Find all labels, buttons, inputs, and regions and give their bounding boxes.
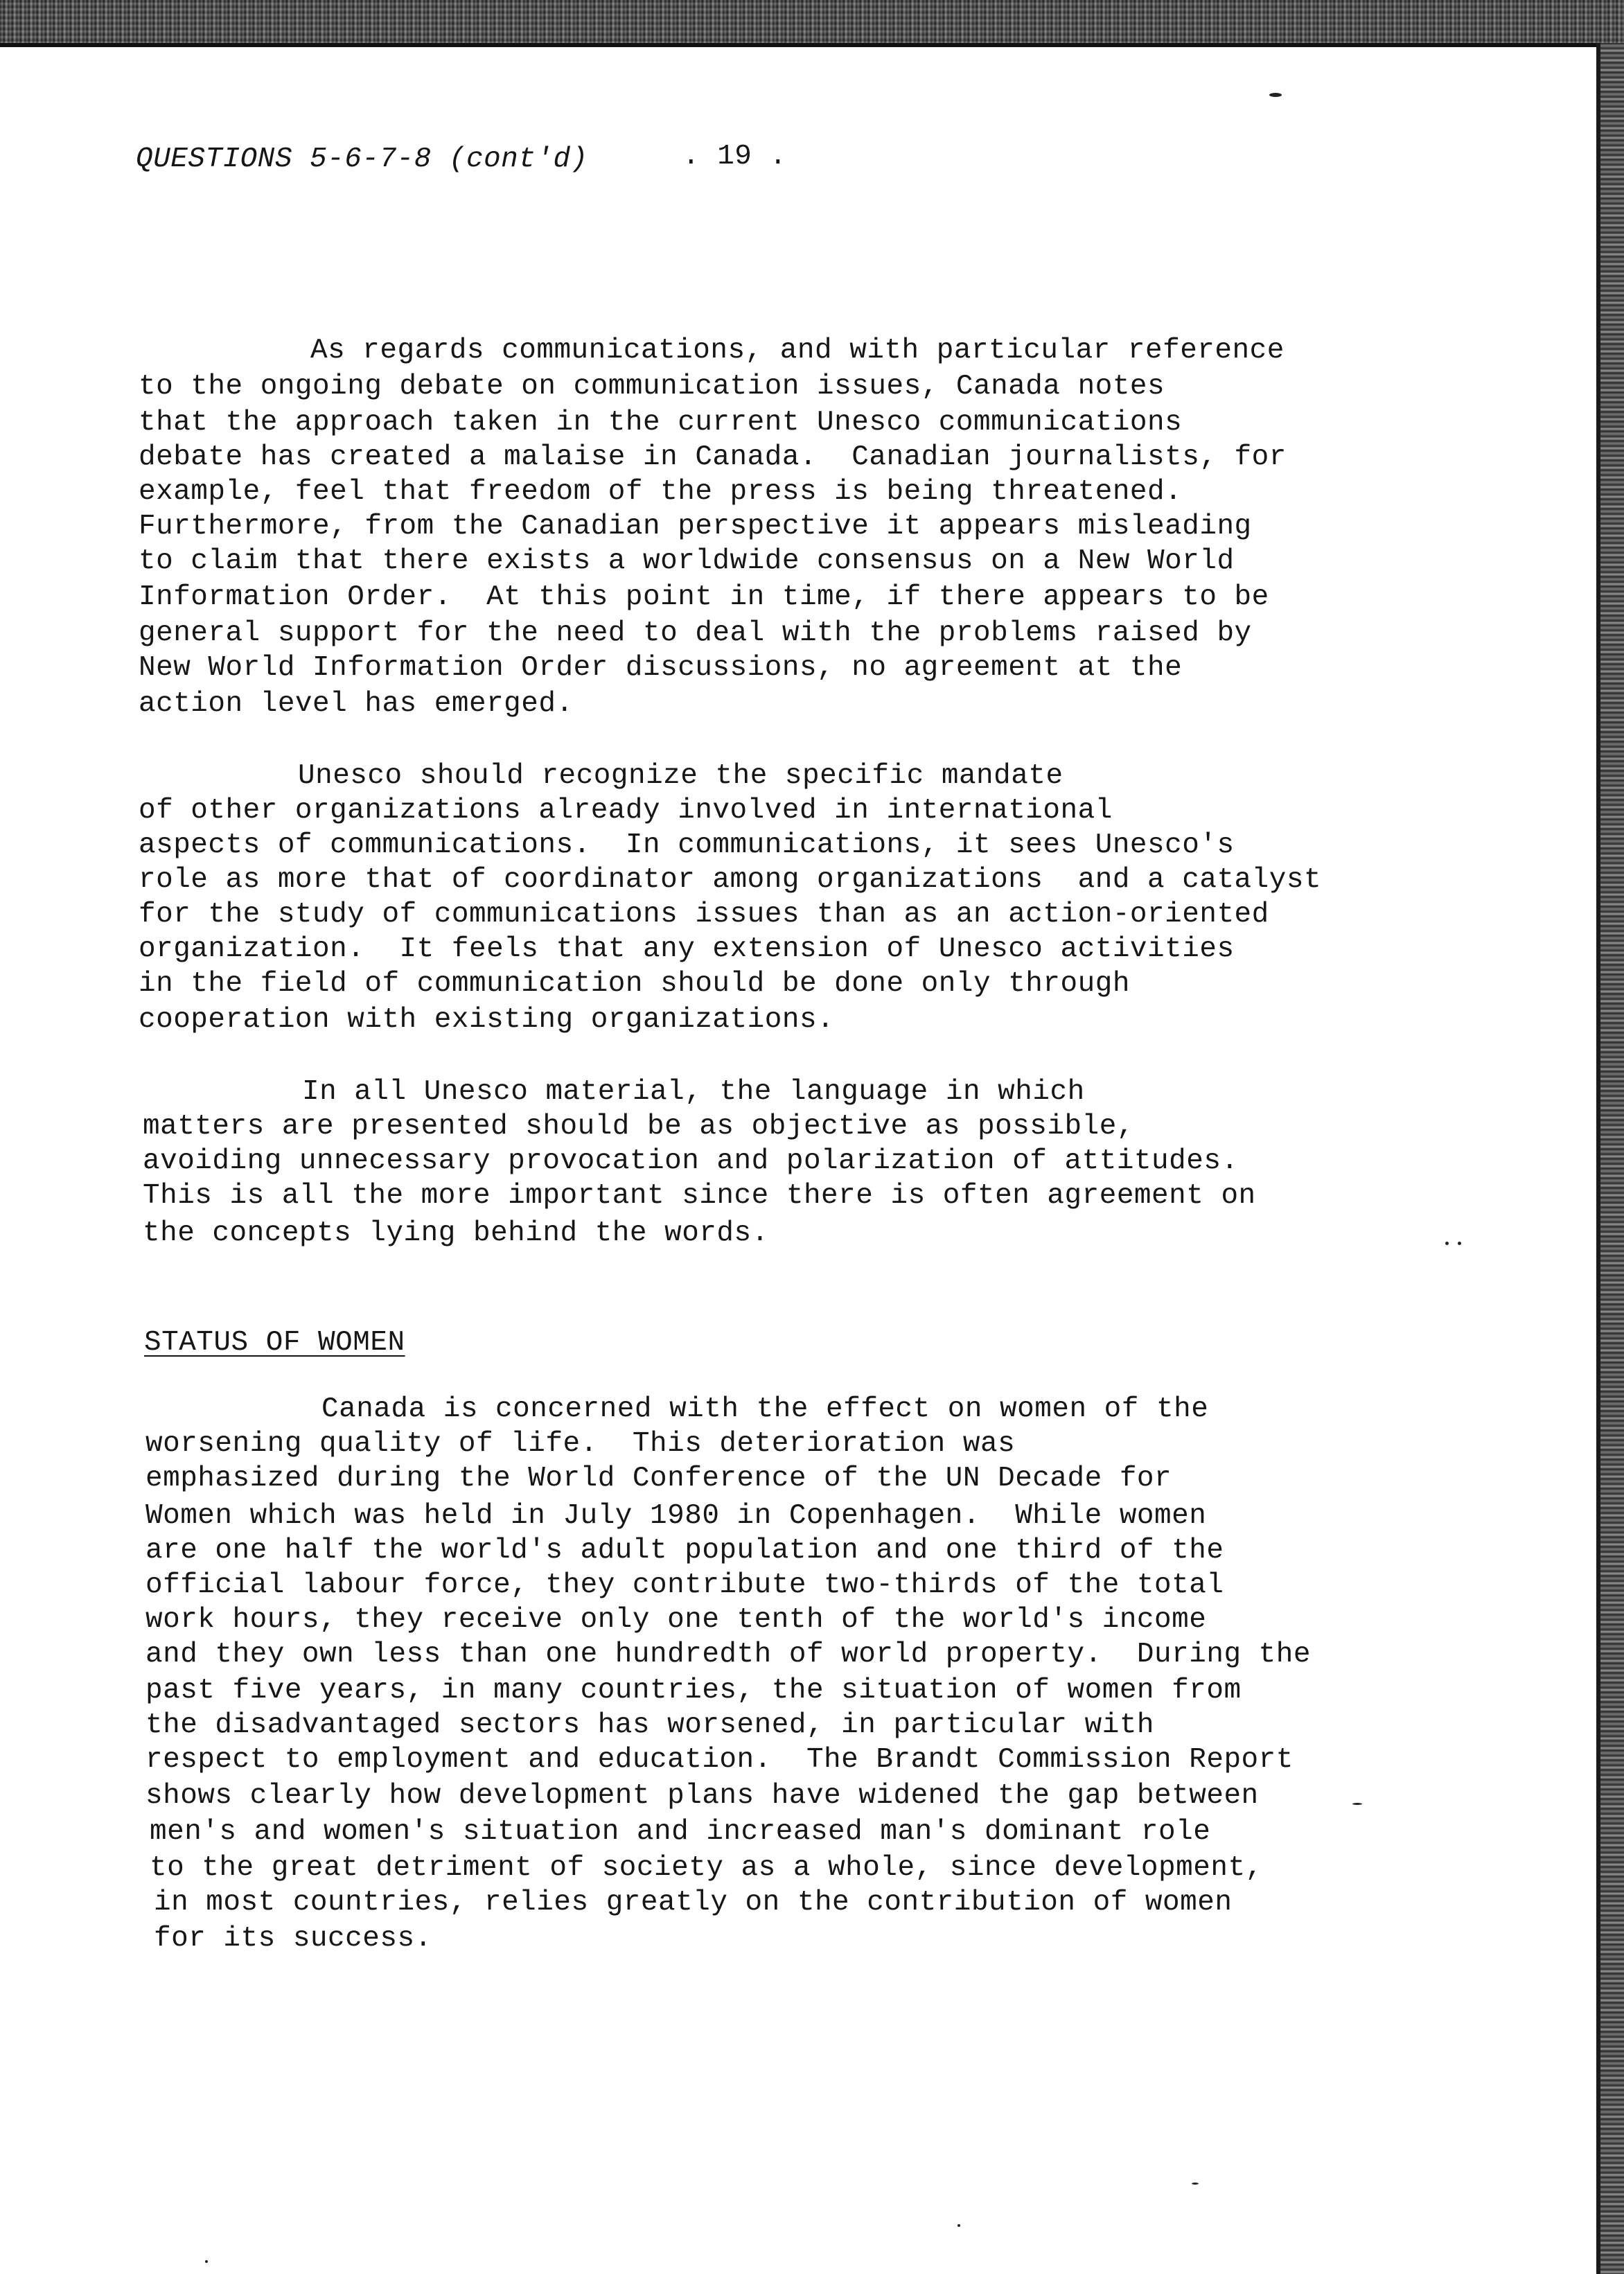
scan-speck — [957, 2224, 960, 2227]
paragraph-line: As regards communications, and with particular reference — [310, 335, 1285, 367]
paragraph-line: official labour force, they contribute two-thirds of the total — [145, 1569, 1224, 1601]
scanner-right-border — [1600, 43, 1624, 2274]
page-number: . 19 . — [682, 141, 787, 173]
paragraph-line: cooperation with existing organizations. — [139, 1004, 835, 1036]
paragraph-line: men's and women's situation and increased man's dominant role — [150, 1816, 1211, 1848]
paragraph-line: of other organizations already involved in international — [139, 795, 1113, 827]
paragraph-line: in the field of communication should be done only through — [139, 968, 1130, 1000]
paragraph-line: In all Unesco material, the language in which — [302, 1076, 1085, 1108]
paragraph-line: example, feel that freedom of the press is being threatened. — [139, 476, 1183, 508]
scanner-top-border — [0, 0, 1624, 43]
paragraph-line: the concepts lying behind the words. — [143, 1217, 769, 1249]
paragraph-line: for its success. — [154, 1923, 432, 1955]
paragraph-line: Canada is concerned with the effect on women of the — [321, 1393, 1209, 1425]
paragraph-line: general support for the need to deal with the problems raised by — [139, 617, 1252, 649]
paragraph-line: and they own less than one hundredth of world property. During the — [145, 1639, 1311, 1671]
paragraph-line: emphasized during the World Conference of the UN Decade for — [145, 1463, 1172, 1495]
paragraph-line: worsening quality of life. This deterioration was — [145, 1428, 1016, 1460]
paragraph-line: shows clearly how development plans have widened the gap between — [145, 1780, 1259, 1812]
scan-speck — [1352, 1803, 1362, 1805]
paragraph-line: respect to employment and education. The Brandt Commission Report — [145, 1744, 1294, 1776]
paragraph-line: matters are presented should be as objective as possible, — [143, 1111, 1134, 1143]
scan-speck — [1192, 2183, 1199, 2185]
paragraph-line: the disadvantaged sectors has worsened, in particular with — [145, 1709, 1155, 1741]
paragraph-line: that the approach taken in the current Unesco communications — [139, 407, 1183, 439]
paragraph-line: organization. It feels that any extension of Unesco activities — [139, 933, 1235, 965]
section-reference: QUESTIONS 5-6-7-8 (cont'd) — [136, 143, 588, 175]
paragraph-line: aspects of communications. In communications, it sees Unesco's — [139, 829, 1235, 861]
paragraph-line: New World Information Order discussions, no agreement at the — [139, 652, 1183, 684]
paragraph-line: Women which was held in July 1980 in Copenhagen. While women — [145, 1500, 1207, 1532]
section-heading: STATUS OF WOMEN — [144, 1327, 405, 1359]
paragraph-line: Information Order. At this point in time, if there appears to be — [139, 581, 1269, 613]
scan-speck — [1458, 1242, 1461, 1245]
paragraph-line: are one half the world's adult population and one third of the — [145, 1535, 1224, 1567]
paragraph-line: debate has created a malaise in Canada. Canadian journalists, for — [139, 441, 1287, 473]
paragraph-line: to the great detriment of society as a whole, since development, — [150, 1852, 1263, 1884]
scan-speck — [1445, 1242, 1449, 1245]
scan-speck — [205, 2260, 208, 2263]
paragraph-line: Unesco should recognize the specific mandate — [298, 760, 1063, 792]
paragraph-line: action level has emerged. — [139, 688, 574, 720]
paragraph-line: in most countries, relies greatly on the contribution of women — [154, 1887, 1233, 1919]
paragraph-line: avoiding unnecessary provocation and polarization of attitudes. — [143, 1145, 1239, 1177]
paragraph-line: to the ongoing debate on communication issues, Canada notes — [139, 371, 1165, 403]
paragraph-line: past five years, in many countries, the situation of women from — [145, 1675, 1242, 1707]
paragraph-line: This is all the more important since there is often agreement on — [143, 1180, 1256, 1212]
paragraph-line: work hours, they receive only one tenth of the world's income — [145, 1604, 1207, 1636]
paragraph-line: role as more that of coordinator among organizations and a catalyst — [139, 864, 1322, 896]
paragraph-line: for the study of communications issues than as an action-oriented — [139, 899, 1269, 931]
scanner-top-edge — [0, 43, 1624, 47]
scan-speck — [1269, 93, 1282, 97]
paragraph-line: to claim that there exists a worldwide consensus on a New World — [139, 545, 1235, 577]
paragraph-line: Furthermore, from the Canadian perspective it appears misleading — [139, 511, 1252, 543]
